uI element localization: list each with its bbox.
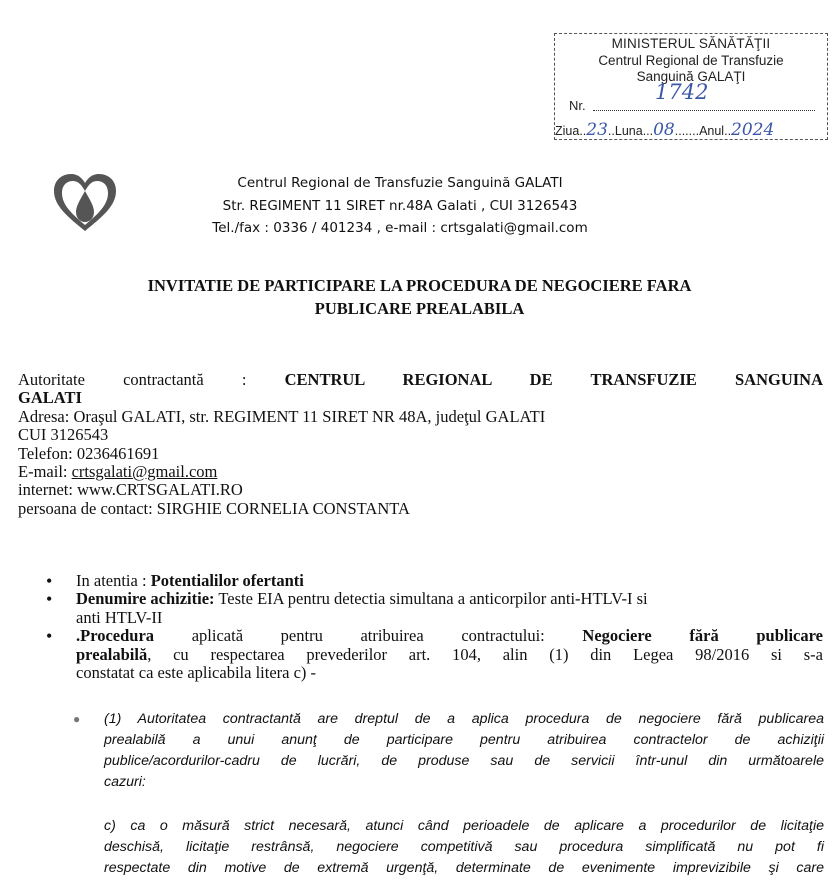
institution-contact: Tel./fax : 0336 / 401234 , e-mail : crtsgalati@gmail.com xyxy=(212,220,588,236)
stamp-anul-label: Anul xyxy=(699,124,725,138)
authority-email: E-mail: crtsgalati@gmail.com xyxy=(18,462,218,482)
stamp-ziua-handwritten: 23 xyxy=(586,120,608,140)
registration-stamp xyxy=(554,33,828,140)
stamp-nr-handwritten: 1742 xyxy=(655,80,709,104)
stamp-ministry: MINISTERUL SĂNĂTĂŢII xyxy=(611,36,771,51)
stamp-centre: Centrul Regional de Transfuzie xyxy=(598,53,784,68)
stamp-date-row: Ziua..23..Luna...08.......Anul..2024 xyxy=(555,120,775,140)
stamp-ziua-label: Ziua xyxy=(555,124,580,138)
authority-info xyxy=(18,371,823,518)
stamp-nr-label: Nr. xyxy=(569,98,586,113)
list-item: • In atentia : Potentialilor ofertanti xyxy=(46,571,304,591)
procedure-bullets xyxy=(18,572,823,682)
bullet-icon: • xyxy=(46,626,53,647)
stamp-city: Sanguină GALAŢI xyxy=(636,69,746,84)
stamp-anul-handwritten: 2024 xyxy=(731,120,775,140)
institution-name: Centrul Regional de Transfuzie Sanguină GALATI xyxy=(237,175,563,191)
contact-person: persoana de contact: SIRGHIE CORNELIA CONSTANTA xyxy=(18,498,410,518)
document-title-line2: PUBLICARE PREALABILA xyxy=(314,299,525,318)
stamp-luna-label: Luna xyxy=(614,124,643,138)
blood-center-logo-icon xyxy=(50,171,120,235)
institution-address: Str. REGIMENT 11 SIRET nr.48A Galati , CUI 3126543 xyxy=(222,198,578,214)
authority-website: internet: www.CRTSGALATI.RO xyxy=(18,480,243,500)
authority-phone: Telefon: 0236461691 xyxy=(18,443,160,463)
authority-address: Adresa: Oraşul GALATI, str. REGIMENT 11 SIRET NR 48A, judeţul GALATI xyxy=(18,406,546,426)
authority-line: Autoritate contractantă : CENTRUL REGIONAL DE TRANSFUZIE SANGUINA xyxy=(18,370,823,389)
bullet-icon: • xyxy=(46,571,53,591)
sub-bullet-icon: ● xyxy=(73,712,81,726)
list-item: • .Procedura aplicată pentru atribuirea contractului: Negociere fără publicare prealabilă, cu respectarea prevederilor art. 104, alin (1) din Legea 98/2016 si s-a constatat ca este aplicabila litera c) - xyxy=(46,626,823,683)
authority-cui: CUI 3126543 xyxy=(18,425,109,445)
email-link[interactable]: crtsgalati@gmail.com xyxy=(71,462,218,482)
list-item: • Denumire achizitie: Teste EIA pentru detectia simultana a anticorpilor anti-HTLV-I si anti HTLV-II xyxy=(46,589,648,627)
authority-city: GALATI xyxy=(18,388,82,408)
stamp-luna-handwritten: 08 xyxy=(653,120,675,140)
law-paragraph-1: (1) Autoritatea contractantă are dreptul de a aplica procedura de negociere fără publicarea prealabilă a unui anunţ de participare pentru atribuirea contractelor de achiziţii publice/acordurilor-cadru de lucrări, de produse sau de servicii într-unul din următoarele cazuri: xyxy=(104,711,824,790)
document-title-line1: INVITATIE DE PARTICIPARE LA PROCEDURA DE NEGOCIERE FARA xyxy=(147,276,692,295)
bullet-icon: • xyxy=(46,589,53,610)
law-paragraph-2: c) ca o măsură strict necesară, atunci când perioadele de aplicare a procedurilor de licitaţie deschisă, licitaţie restrânsă, negociere competitivă sau procedura simplificată nu pot fi respectate din motive de extremă urgenţă, determinate de evenimente imprevizibile şi care xyxy=(104,818,824,876)
